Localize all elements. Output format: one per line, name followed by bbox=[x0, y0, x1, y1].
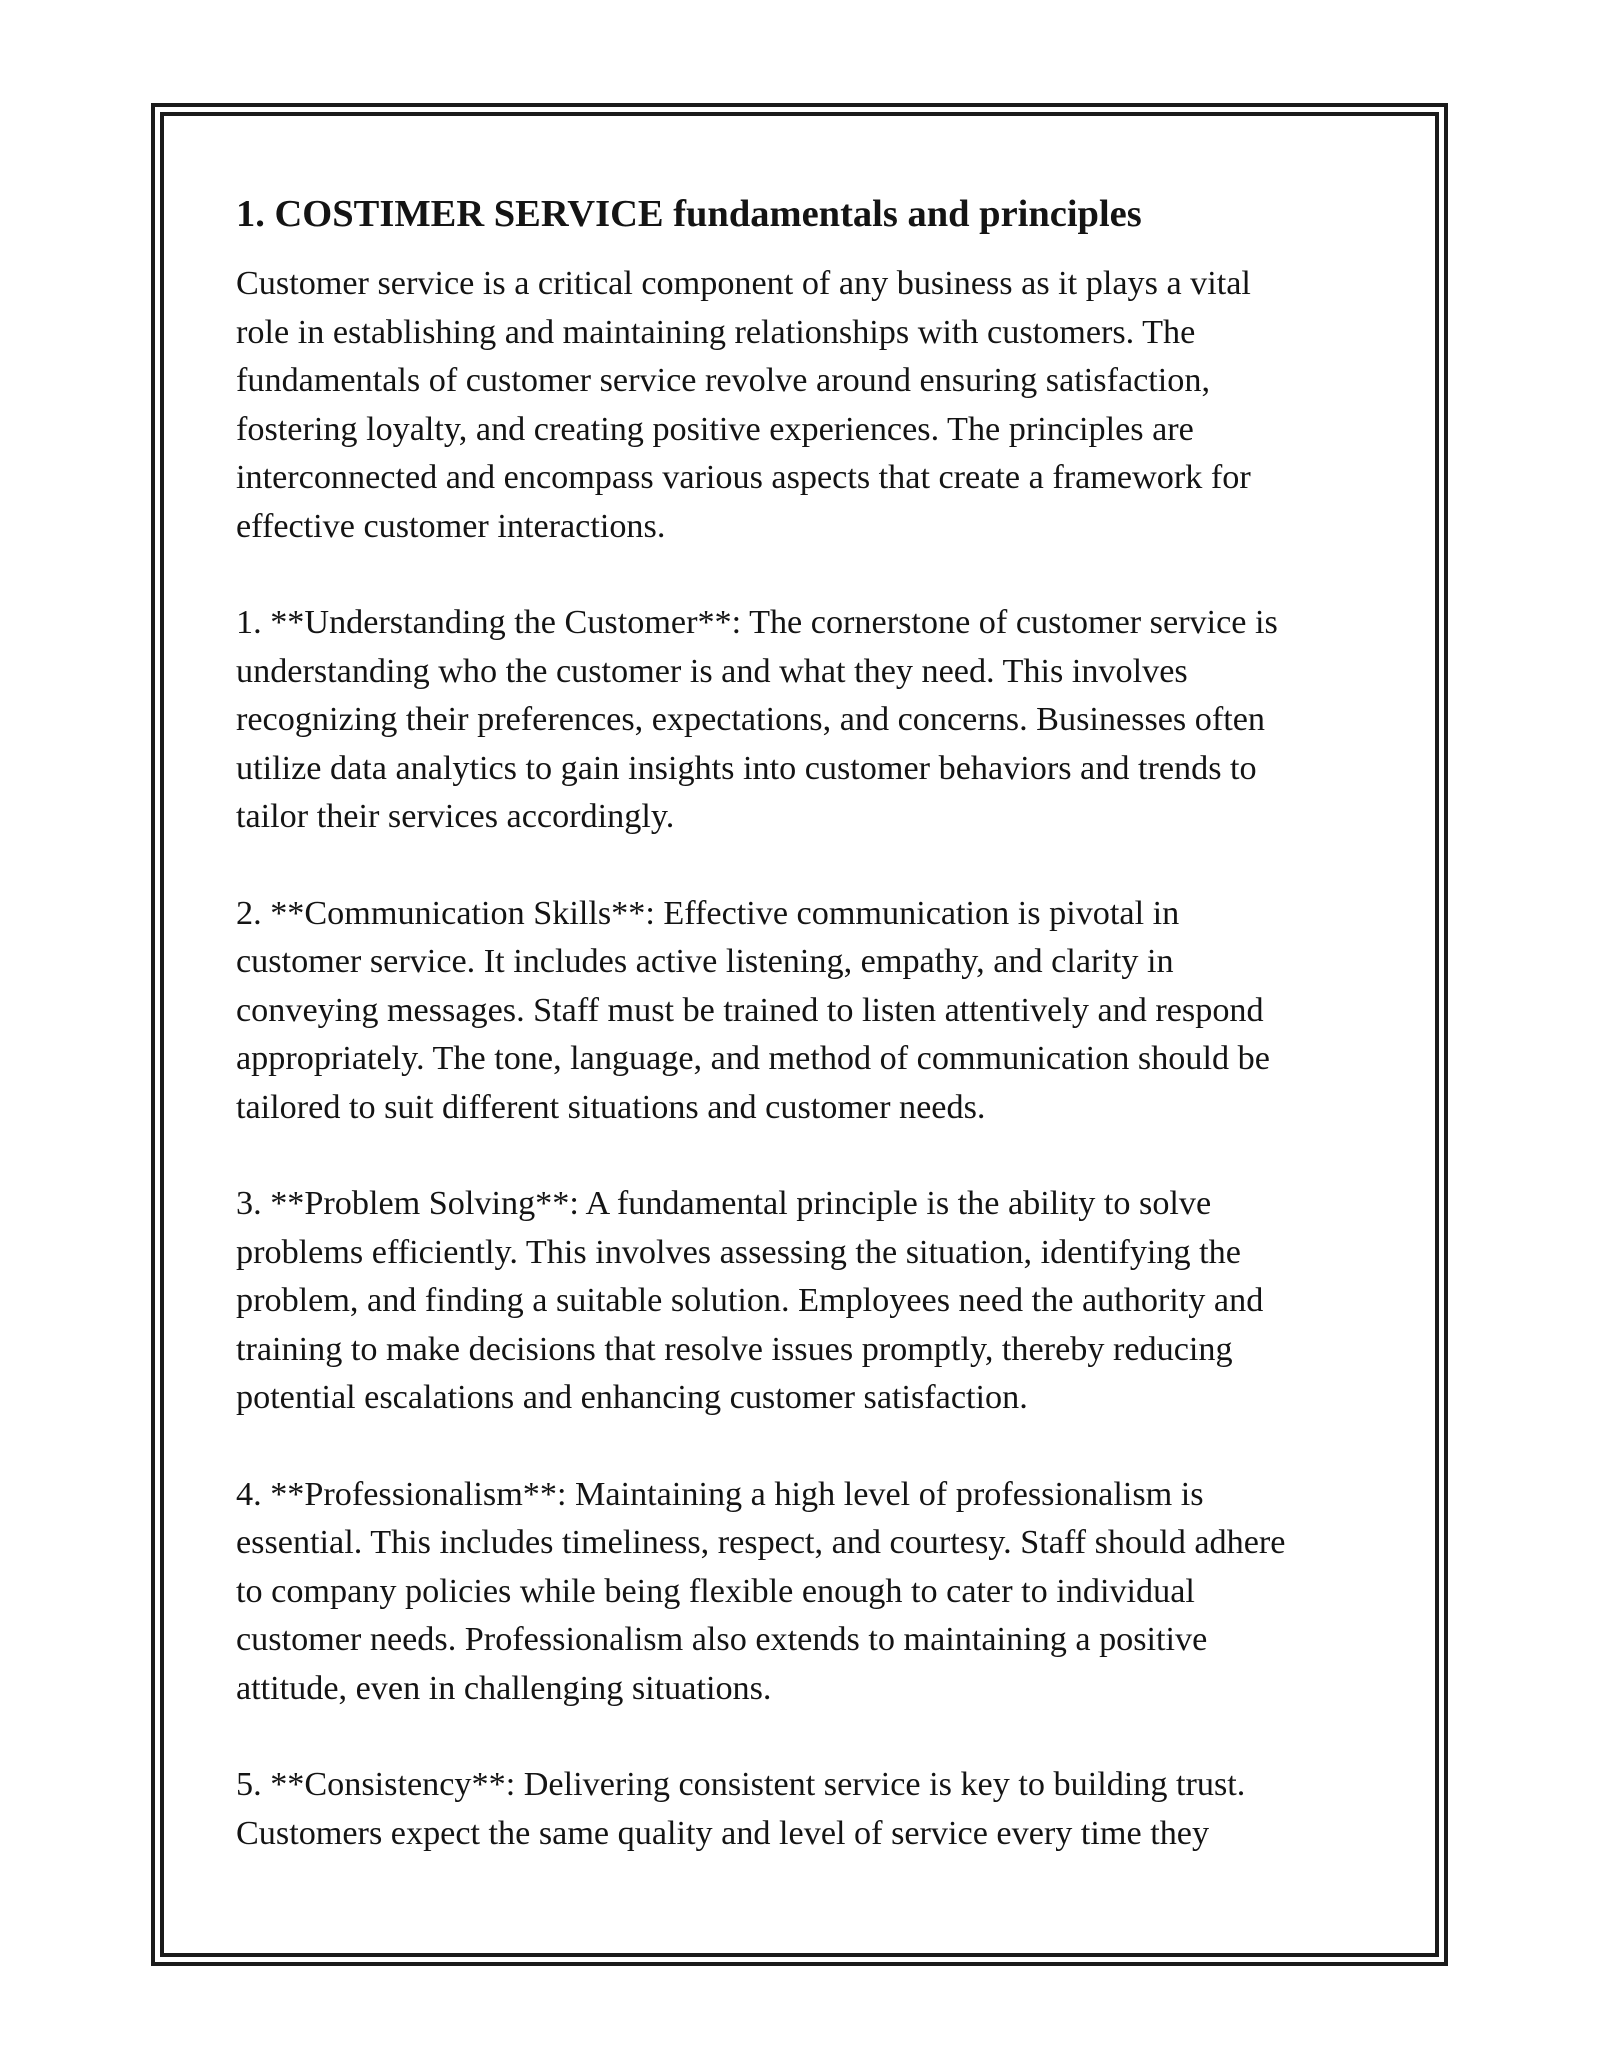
text-line: 1. **Understanding the Customer**: The cornerstone of customer service is bbox=[236, 604, 1278, 641]
principle-communication-skills bbox=[236, 890, 1376, 1133]
text-line: appropriately. The tone, language, and method of communication should be bbox=[236, 1040, 1270, 1077]
text-line: Customers expect the same quality and level of service every time they bbox=[236, 1814, 1210, 1852]
text-line: training to make decisions that resolve issues promptly, thereby reducing bbox=[236, 1330, 1233, 1368]
text-line: utilize data analytics to gain insights into customer behaviors and trends to bbox=[236, 749, 1257, 787]
text-line: 4. **Professionalism**: Maintaining a high level of professionalism is bbox=[236, 1475, 1204, 1513]
text-line: customer service. It includes active listening, empathy, and clarity in bbox=[236, 943, 1174, 980]
principle-consistency bbox=[236, 1761, 1376, 1858]
text-line: potential escalations and enhancing customer satisfaction. bbox=[236, 1379, 1028, 1416]
text-line: conveying messages. Staff must be trained to listen attentively and respond bbox=[236, 991, 1264, 1029]
text-line: Customer service is a critical component of any business as it plays a vital bbox=[236, 265, 1251, 302]
text-line: fundamentals of customer service revolve around ensuring satisfaction, bbox=[236, 362, 1211, 399]
text-line: customer needs. Professionalism also extends to maintaining a positive bbox=[236, 1621, 1208, 1658]
text-line: tailor their services accordingly. bbox=[236, 798, 675, 835]
text-line: interconnected and encompass various aspects that create a framework for bbox=[236, 459, 1251, 496]
document-body bbox=[236, 186, 1376, 1906]
text-line: fostering loyalty, and creating positive experiences. The principles are bbox=[236, 410, 1194, 448]
text-line: understanding who the customer is and what they need. This involves bbox=[236, 652, 1188, 690]
text-line: problem, and finding a suitable solution. Employees need the authority and bbox=[236, 1282, 1264, 1319]
text-line: effective customer interactions. bbox=[236, 507, 666, 545]
intro-paragraph bbox=[236, 260, 1376, 551]
text-line: 3. **Problem Solving**: A fundamental principle is the ability to solve bbox=[236, 1185, 1212, 1222]
principle-understanding-customer bbox=[236, 599, 1376, 842]
text-line: attitude, even in challenging situations. bbox=[236, 1669, 772, 1707]
text-line: problems efficiently. This involves assessing the situation, identifying the bbox=[236, 1233, 1241, 1271]
text-line: 5. **Consistency**: Delivering consistent service is key to building trust. bbox=[236, 1766, 1246, 1803]
text-line: to company policies while being flexible enough to cater to individual bbox=[236, 1572, 1195, 1610]
principle-professionalism bbox=[236, 1471, 1376, 1714]
section-heading: 1. COSTIMER SERVICE fundamentals and principles bbox=[236, 193, 1142, 235]
text-line: tailored to suit different situations and customer needs. bbox=[236, 1088, 986, 1126]
text-line: role in establishing and maintaining relationships with customers. The bbox=[236, 313, 1196, 351]
text-line: recognizing their preferences, expectations, and concerns. Businesses often bbox=[236, 701, 1266, 738]
text-line: 2. **Communication Skills**: Effective communication is pivotal in bbox=[236, 894, 1180, 932]
text-line: essential. This includes timeliness, respect, and courtesy. Staff should adhere bbox=[236, 1524, 1286, 1561]
principle-problem-solving bbox=[236, 1180, 1376, 1423]
